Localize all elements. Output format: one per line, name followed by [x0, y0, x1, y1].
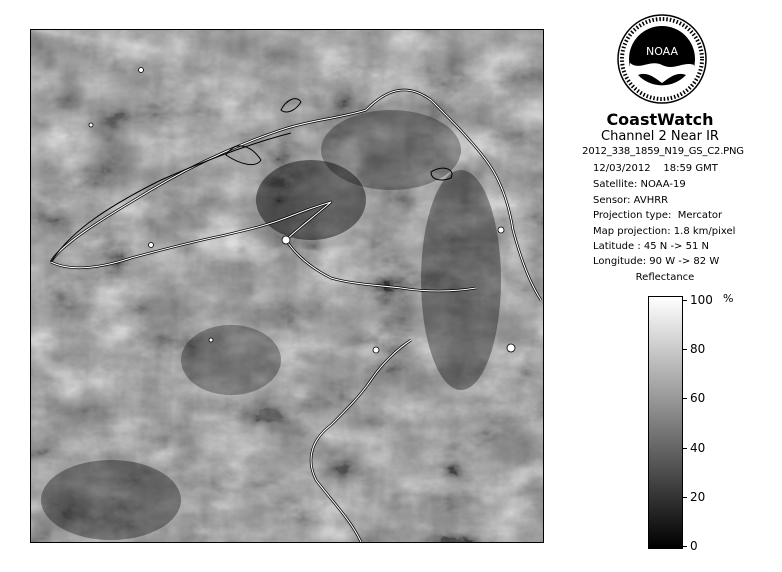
- colorbar-tick: [683, 349, 687, 350]
- colorbar-tick: [683, 448, 687, 449]
- map-projection: Map projection: 1.8 km/pixel: [593, 226, 736, 237]
- colorbar-tick-label: 100: [690, 293, 713, 307]
- colorbar-tick-label: 40: [690, 441, 706, 455]
- colorbar-tick-label: 60: [690, 391, 706, 405]
- clear-sky-region: [181, 325, 281, 395]
- noaa-logo: [616, 13, 708, 105]
- reflectance-map: [31, 30, 543, 542]
- colorbar-tick: [683, 497, 687, 498]
- page-title: CoastWatch: [606, 110, 714, 129]
- projection-type: Projection type: Mercator: [593, 210, 723, 221]
- date-time: 12/03/2012 18:59 GMT: [593, 163, 718, 174]
- colorbar-unit: %: [723, 292, 734, 305]
- logo-center-text: NOAA: [645, 45, 679, 58]
- channel-label: Channel 2 Near IR: [601, 129, 719, 144]
- longitude-range: Longitude: 90 W -> 82 W: [593, 256, 720, 267]
- satellite-image: [30, 29, 544, 543]
- colorbar-tick: [683, 300, 687, 301]
- file-name: 2012_338_1859_N19_GS_C2.PNG: [582, 146, 744, 157]
- clear-sky-region: [421, 170, 501, 390]
- colorbar-tick: [683, 546, 687, 547]
- clear-sky-region: [41, 460, 181, 540]
- colorbar-tick-label: 20: [690, 490, 706, 504]
- colorbar-tick: [683, 398, 687, 399]
- colorbar-label: Reflectance: [635, 272, 695, 283]
- colorbar-tick-label: 80: [690, 342, 706, 356]
- satellite-info: Satellite: NOAA-19: [593, 179, 686, 190]
- clear-sky-region: [321, 110, 461, 190]
- colorbar-tick-label: 0: [690, 539, 698, 553]
- sensor-info: Sensor: AVHRR: [593, 195, 669, 206]
- colorbar: [648, 296, 683, 549]
- latitude-range: Latitude : 45 N -> 51 N: [593, 241, 709, 252]
